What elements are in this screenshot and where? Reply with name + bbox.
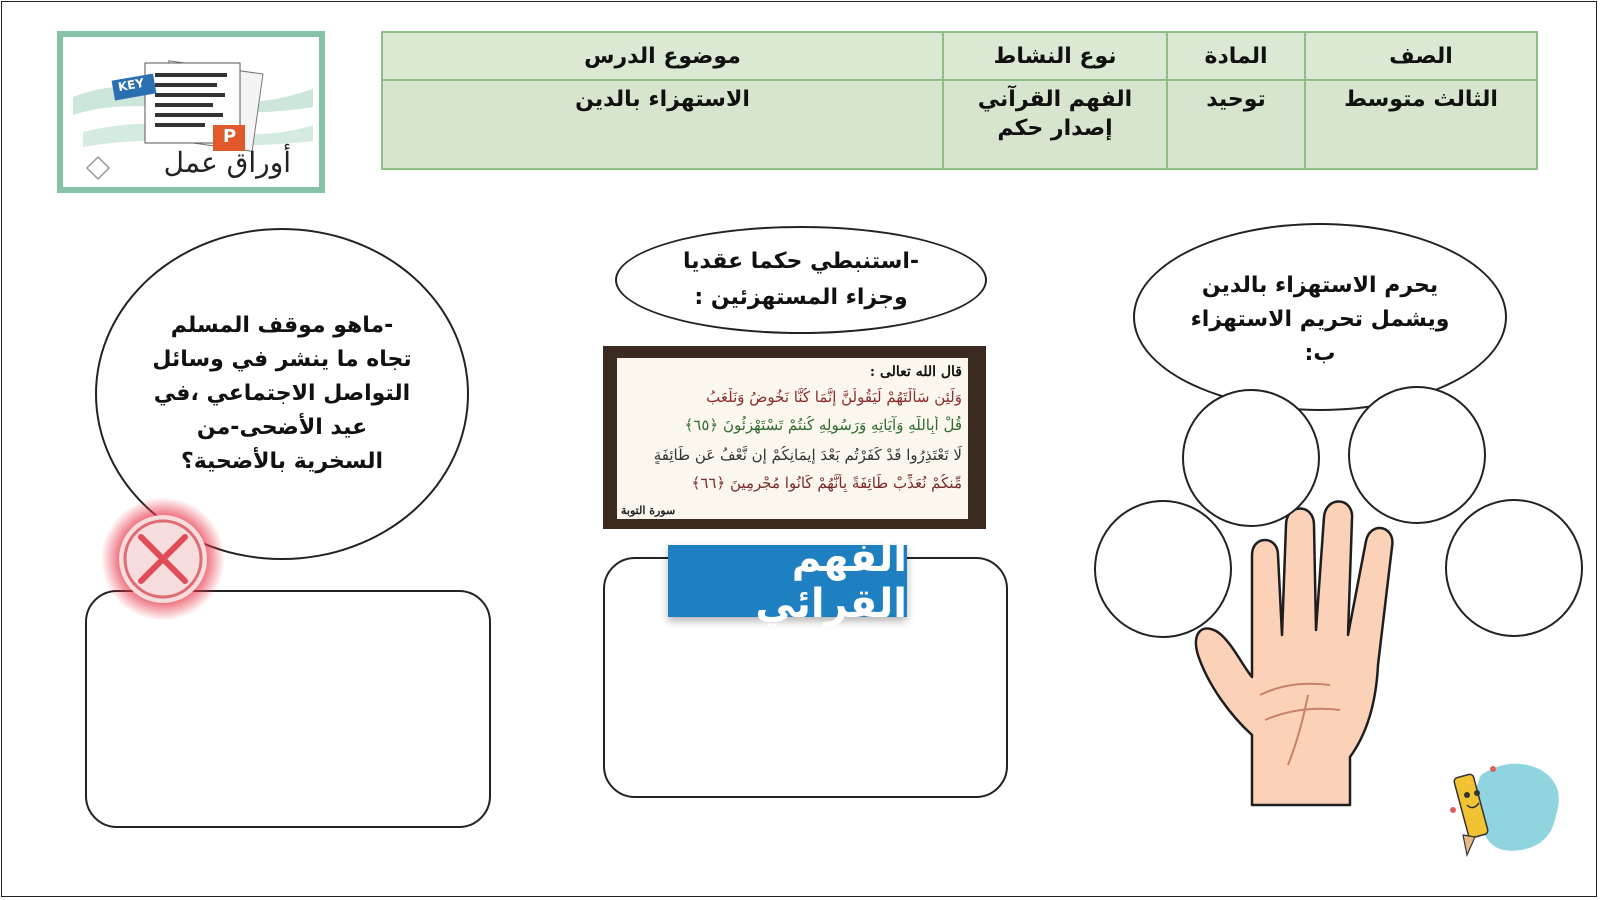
value-activity-line1: الفهم القرآني — [977, 87, 1133, 112]
header-activity: نوع النشاط — [943, 32, 1167, 80]
header-subject: المادة — [1167, 32, 1305, 80]
value-topic: الاستهزاء بالدين — [382, 80, 943, 169]
surah-name: سورة التوبة — [621, 504, 676, 517]
instruction-bubble — [615, 226, 987, 334]
instruction-line-2: وجزاء المستهزئين : — [694, 285, 908, 310]
verse-line-3: لَا تَعْتَذِرُوا قَدْ كَفَرْتُم بَعْدَ إِيمَانِكُمْ إِن نَّعْفُ عَن طَائِفَةٍ — [653, 446, 962, 464]
ppt-badge: P — [223, 126, 237, 147]
statement-line-2: ويشمل تحريم الاستهزاء — [1190, 307, 1450, 332]
question-line-1: -ماهو موقف المسلم — [170, 313, 394, 338]
header-grade: الصف — [1305, 32, 1537, 80]
lesson-info-table — [381, 31, 1538, 170]
key-badge: KEY — [116, 75, 146, 95]
question-line-3: التواصل الاجتماعي ،في — [153, 381, 411, 406]
diamond-icon — [85, 155, 111, 181]
hand-icon — [1190, 495, 1455, 810]
statement-line-1: يحرم الاستهزاء بالدين — [1201, 273, 1439, 298]
statement-line-3: ب: — [1304, 341, 1336, 366]
instruction-line-1: -استنبطي حكما عقديا — [683, 249, 920, 274]
answer-box-left[interactable] — [85, 590, 491, 828]
answer-circle-4[interactable] — [1445, 499, 1583, 637]
table-header-row — [382, 32, 1537, 80]
verse-line-1: وَلَئِن سَأَلْتَهُمْ لَيَقُولُنَّ إِنَّمَا كُنَّا نَخُوضُ وَنَلْعَبُ — [706, 388, 962, 406]
value-subject: توحيد — [1167, 80, 1305, 169]
question-line-4: عيد الأضحى-من — [196, 415, 368, 440]
logo-text: أوراق عمل — [163, 146, 291, 179]
x-mark-icon — [101, 497, 225, 621]
pencil-mascot-icon — [1441, 755, 1566, 860]
quran-verse-image — [603, 346, 986, 529]
answer-circle-1[interactable] — [1094, 500, 1232, 638]
answer-circle-3[interactable] — [1348, 386, 1486, 524]
answer-circle-2[interactable] — [1182, 389, 1320, 527]
value-activity — [943, 80, 1167, 169]
statement-bubble — [1133, 223, 1507, 411]
value-activity-line2: إصدار حكم — [997, 116, 1113, 141]
question-line-5: السخرية بالأضحية؟ — [180, 449, 384, 474]
header-topic: موضوع الدرس — [382, 32, 943, 80]
verse-line-4: مِّنكُمْ نُعَذِّبْ طَائِفَةً بِأَنَّهُمْ كَانُوا مُجْرِمِينَ ﴿٦٦﴾ — [691, 474, 962, 492]
verse-line-2: قُلْ أَبِاللَّهِ وَآيَاتِهِ وَرَسُولِهِ كُنتُمْ تَسْتَهْزِئُونَ ﴿٦٥﴾ — [684, 416, 962, 434]
worksheets-logo — [57, 31, 325, 193]
verse-intro: قال الله تعالى : — [869, 364, 962, 380]
value-grade: الثالث متوسط — [1305, 80, 1537, 169]
table-values-row — [382, 80, 1537, 169]
quranic-understanding-banner: الفهم القرائي — [668, 545, 907, 617]
question-line-2: تجاه ما ينشر في وسائل — [152, 347, 412, 372]
